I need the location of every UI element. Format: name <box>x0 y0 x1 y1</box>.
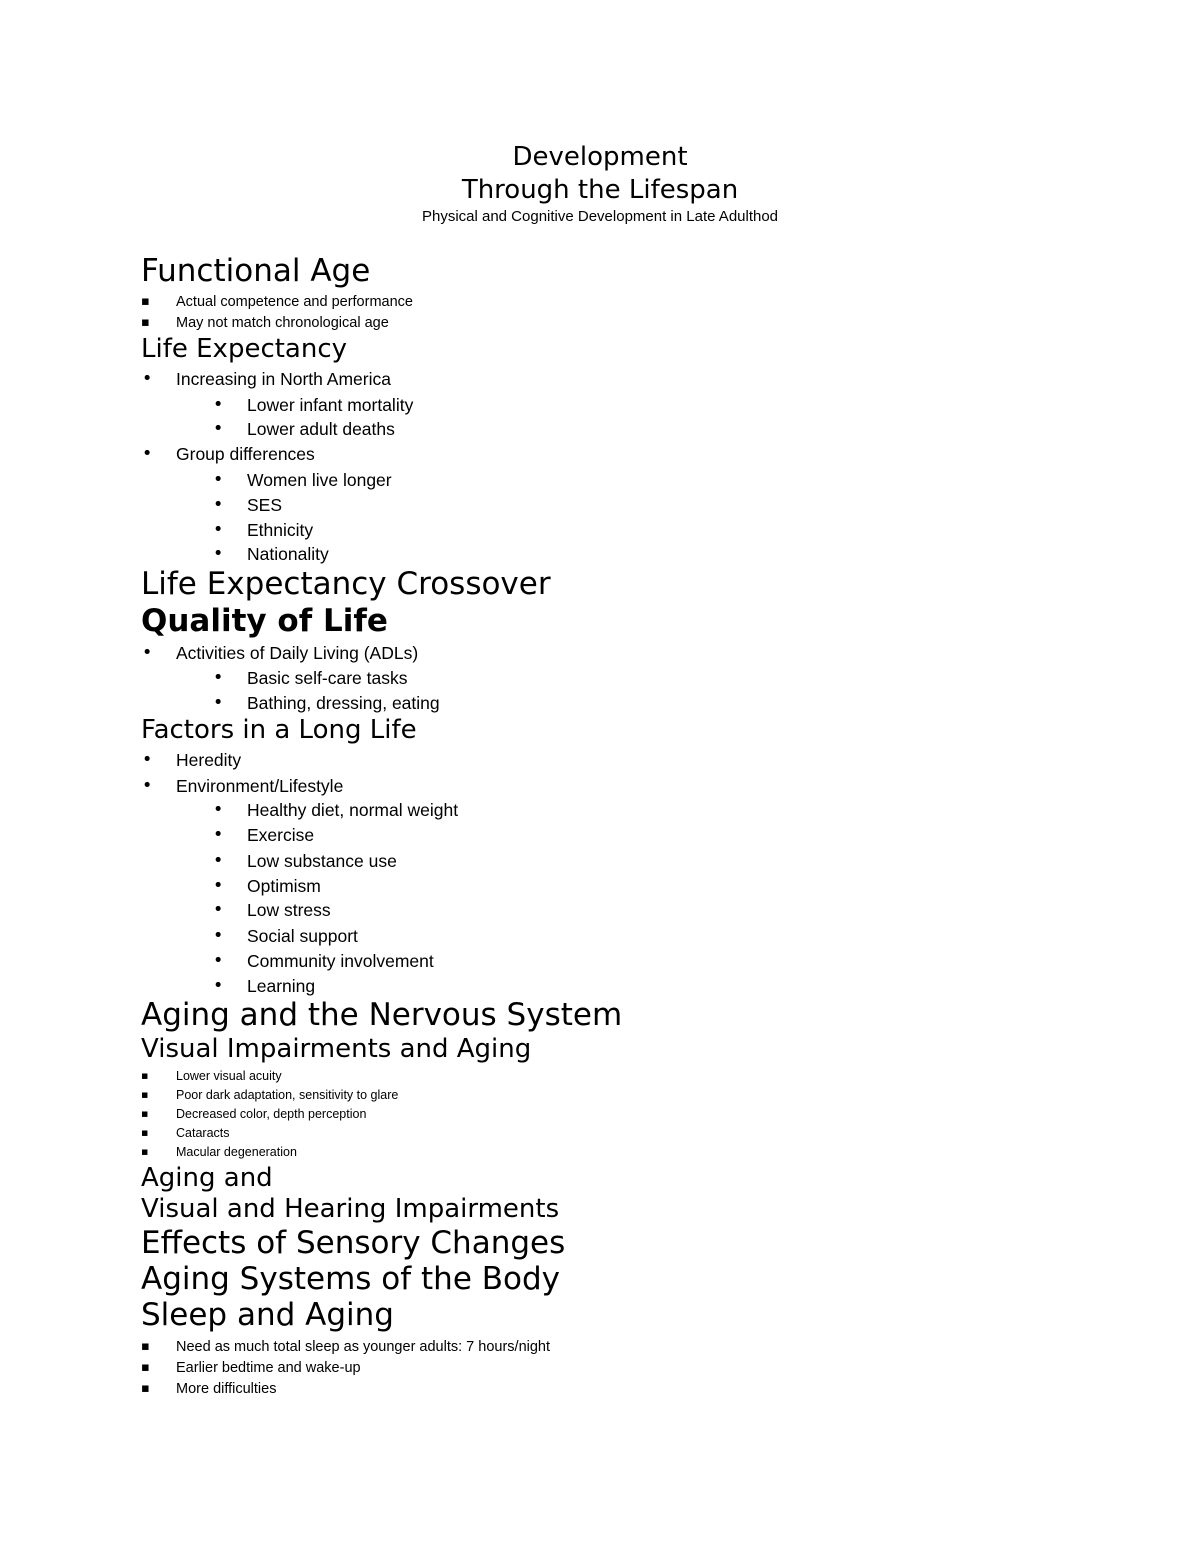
round-bullet: • <box>213 419 224 439</box>
list-item: Decreased color, depth perception <box>176 1107 367 1121</box>
list-item: Environment/Lifestyle <box>176 776 344 796</box>
square-bullet: ▪ <box>141 1107 149 1120</box>
list-item: Low stress <box>247 900 331 920</box>
list-item: Group differences <box>176 444 315 464</box>
square-bullet: ▪ <box>141 1088 149 1101</box>
list-item: Macular degeneration <box>176 1145 297 1159</box>
list-item: Low substance use <box>247 851 397 871</box>
list-item: Increasing in North America <box>176 369 391 389</box>
heading-visual-hearing-impairments: Visual and Hearing Impairments <box>141 1194 560 1224</box>
list-item: Actual competence and performance <box>176 294 413 310</box>
square-bullet: ▪ <box>141 1069 149 1082</box>
list-item: Ethnicity <box>247 520 314 540</box>
heading-aging-systems: Aging Systems of the Body <box>141 1261 560 1297</box>
page-subtitle: Physical and Cognitive Development in Late Adulthod <box>421 208 779 225</box>
round-bullet: • <box>213 470 224 490</box>
heading-nervous-system: Aging and the Nervous System <box>141 997 623 1033</box>
round-bullet: • <box>213 951 224 971</box>
heading-quality-of-life: Quality of Life <box>141 603 388 639</box>
list-item: May not match chronological age <box>176 315 389 331</box>
heading-life-expectancy: Life Expectancy <box>141 334 348 364</box>
list-item: Bathing, dressing, eating <box>247 693 440 713</box>
square-bullet: ▪ <box>141 315 150 330</box>
list-item: Women live longer <box>247 470 392 490</box>
list-item: Nationality <box>247 544 329 564</box>
list-item: Heredity <box>176 750 242 770</box>
round-bullet: • <box>142 369 153 389</box>
round-bullet: • <box>213 825 224 845</box>
list-item: Lower visual acuity <box>176 1069 282 1083</box>
round-bullet: • <box>142 444 153 464</box>
list-item: Healthy diet, normal weight <box>247 800 459 820</box>
list-item: SES <box>247 495 283 515</box>
heading-factors-long-life: Factors in a Long Life <box>141 715 417 745</box>
round-bullet: • <box>213 976 224 996</box>
round-bullet: • <box>213 544 224 564</box>
round-bullet: • <box>142 776 153 796</box>
round-bullet: • <box>213 926 224 946</box>
list-item: Optimism <box>247 876 321 896</box>
round-bullet: • <box>213 900 224 920</box>
list-item: Cataracts <box>176 1126 230 1140</box>
square-bullet: ▪ <box>141 1381 150 1396</box>
list-item: Poor dark adaptation, sensitivity to glare <box>176 1088 399 1102</box>
list-item: Need as much total sleep as younger adults: 7 hours/night <box>176 1339 551 1355</box>
round-bullet: • <box>213 693 224 713</box>
round-bullet: • <box>213 800 224 820</box>
heading-aging-and: Aging and <box>141 1163 273 1193</box>
list-item: Lower adult deaths <box>247 419 395 439</box>
heading-sensory-changes: Effects of Sensory Changes <box>141 1225 566 1261</box>
list-item: More difficulties <box>176 1381 277 1397</box>
round-bullet: • <box>213 520 224 540</box>
page-title-line1: Development <box>512 142 688 172</box>
list-item: Earlier bedtime and wake-up <box>176 1360 361 1376</box>
round-bullet: • <box>142 643 153 663</box>
heading-visual-impairments: Visual Impairments and Aging <box>141 1034 532 1064</box>
list-item: Exercise <box>247 825 315 845</box>
round-bullet: • <box>213 395 224 415</box>
page-title-line2: Through the Lifespan <box>461 175 739 205</box>
heading-functional-age: Functional Age <box>141 253 371 289</box>
square-bullet: ▪ <box>141 1126 149 1139</box>
square-bullet: ▪ <box>141 1339 150 1354</box>
round-bullet: • <box>213 668 224 688</box>
list-item: Lower infant mortality <box>247 395 414 415</box>
list-item: Activities of Daily Living (ADLs) <box>176 643 419 663</box>
square-bullet: ▪ <box>141 1145 149 1158</box>
round-bullet: • <box>213 851 224 871</box>
list-item: Community involvement <box>247 951 434 971</box>
round-bullet: • <box>213 495 224 515</box>
round-bullet: • <box>142 750 153 770</box>
list-item: Social support <box>247 926 358 946</box>
heading-sleep-aging: Sleep and Aging <box>141 1297 394 1333</box>
square-bullet: ▪ <box>141 294 150 309</box>
square-bullet: ▪ <box>141 1360 150 1375</box>
round-bullet: • <box>213 876 224 896</box>
heading-life-expectancy-crossover: Life Expectancy Crossover <box>141 566 551 602</box>
list-item: Learning <box>247 976 316 996</box>
list-item: Basic self-care tasks <box>247 668 408 688</box>
